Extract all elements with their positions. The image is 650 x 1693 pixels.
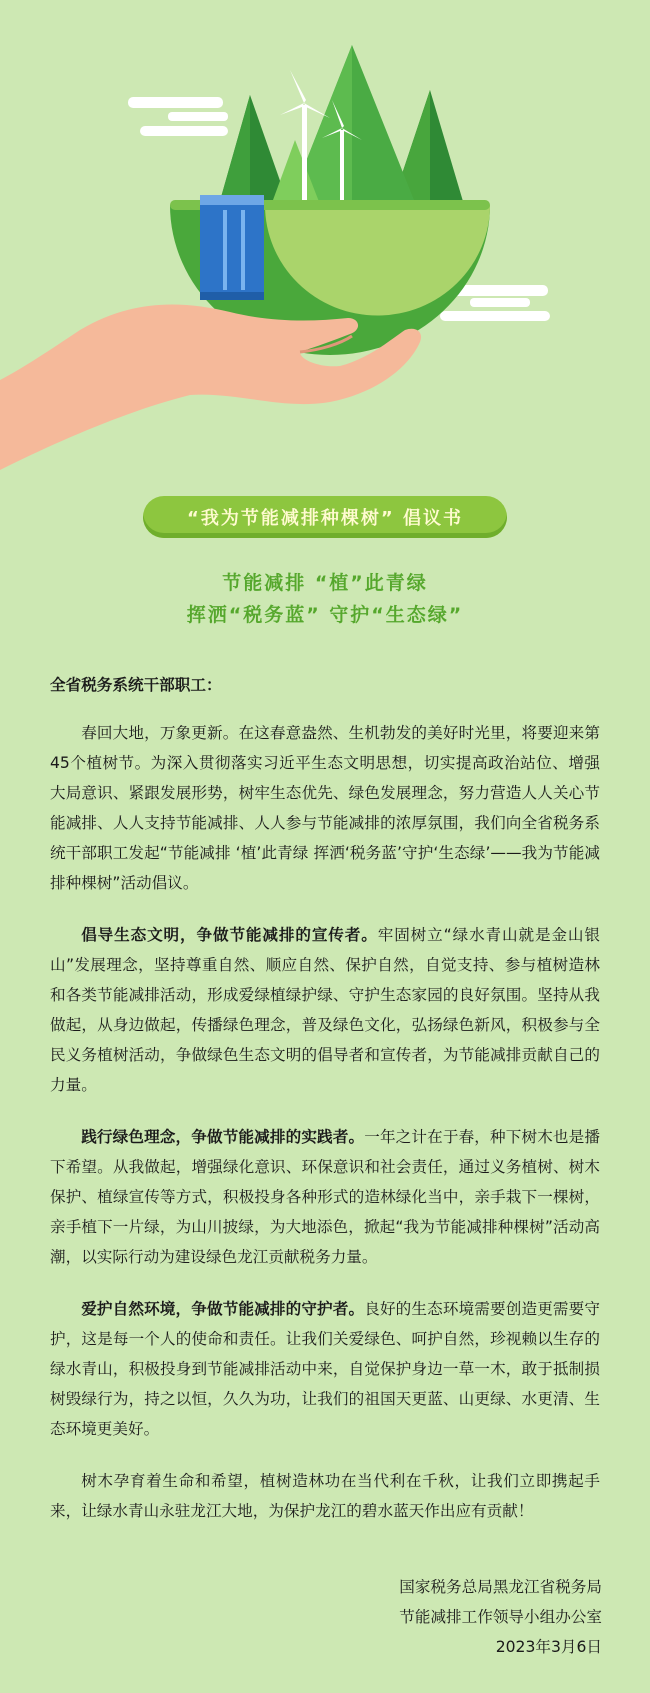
signature-date: 2023年3月6日 xyxy=(495,1638,602,1656)
closing-paragraph: 树木孕育着生命和希望，植树造林功在当代利在千秋，让我们立即携起手来，让绿水青山永驻龙江大地，为保护龙江的碧水蓝天作出应有贡献！ xyxy=(50,1472,600,1520)
section-paragraph-2 xyxy=(50,1122,600,1272)
section-body-3: 良好的生态环境需要创造更需要守护，这是每一个人的使命和责任。让我们关爱绿色、呵护自然，珍视赖以生存的绿水青山，积极投身到节能减排活动中来，自觉保护身边一草一木，敢于抵制损树毁绿行为，持之以恒，久久为功，让我们的祖国天更蓝、山更绿、水更清、生态环境更美好。 xyxy=(50,1300,600,1438)
section-body-1: 牢固树立“绿水青山就是金山银山”发展理念，坚持尊重自然、顺应自然、保护自然，自觉支持、参与植树造林和各类节能减排活动，形成爱绿植绿护绿、守护生态家园的良好氛围。坚持从我做起，从身边做起，传播绿色理念，普及绿色文化，弘扬绿色新风，积极参与全民义务植树活动，争做绿色生态文明的倡导者和宣传者，为节能减排贡献自己的力量。 xyxy=(50,926,600,1094)
title-banner xyxy=(143,496,507,538)
section-paragraph-1 xyxy=(50,920,600,1100)
signature-block xyxy=(399,1572,602,1662)
section-heading-2: 践行绿色理念，争做节能减排的实践者。 xyxy=(81,1128,365,1146)
salutation: 全省税务系统干部职工： xyxy=(50,676,222,694)
section-heading-1: 倡导生态文明，争做节能减排的宣传者。 xyxy=(81,926,378,944)
section-body-2: 一年之计在于春，种下树木也是播下希望。从我做起，增强绿化意识、环保意识和社会责任，通过义务植树、树木保护、植绿宣传等方式，积极投身各种形式的造林绿化当中，亲手栽下一棵树，亲手植下一片绿，为山川披绿，为大地添色，掀起“我为节能减排种棵树”活动高潮，以实际行动为建设绿色龙江贡献税务力量。 xyxy=(50,1128,600,1266)
section-paragraph-3 xyxy=(50,1294,600,1444)
letter-body xyxy=(50,670,600,1548)
hero-illustration xyxy=(0,0,650,520)
signature-org-2: 节能减排工作领导小组办公室 xyxy=(399,1608,602,1626)
signature-org-1: 国家税务总局黑龙江省税务局 xyxy=(399,1578,602,1596)
slogan-line-2: 挥洒“税务蓝” 守护“生态绿” xyxy=(186,604,464,626)
slogan-line-1: 节能减排 “植”此青绿 xyxy=(222,572,428,594)
section-heading-3: 爱护自然环境，争做节能减排的守护者。 xyxy=(81,1300,365,1318)
banner-title: “我为节能减排种棵树” 倡议书 xyxy=(187,508,463,529)
solar-panel-icon xyxy=(200,195,264,300)
intro-paragraph: 春回大地，万象更新。在这春意盎然、生机勃发的美好时光里，将要迎来第45个植树节。为深入贯彻落实习近平生态文明思想，切实提高政治站位、增强大局意识、紧跟发展形势，树牢生态优先、绿色发展理念，努力营造人人关心节能减排、人人支持节能减排、人人参与节能减排的浓厚氛围，我们向全省税务系统干部职工发起“节能减排 ‘植’此青绿 挥洒‘税务蓝’守护‘生态绿’——我为节能减排种棵树”活动倡议。 xyxy=(50,724,600,892)
